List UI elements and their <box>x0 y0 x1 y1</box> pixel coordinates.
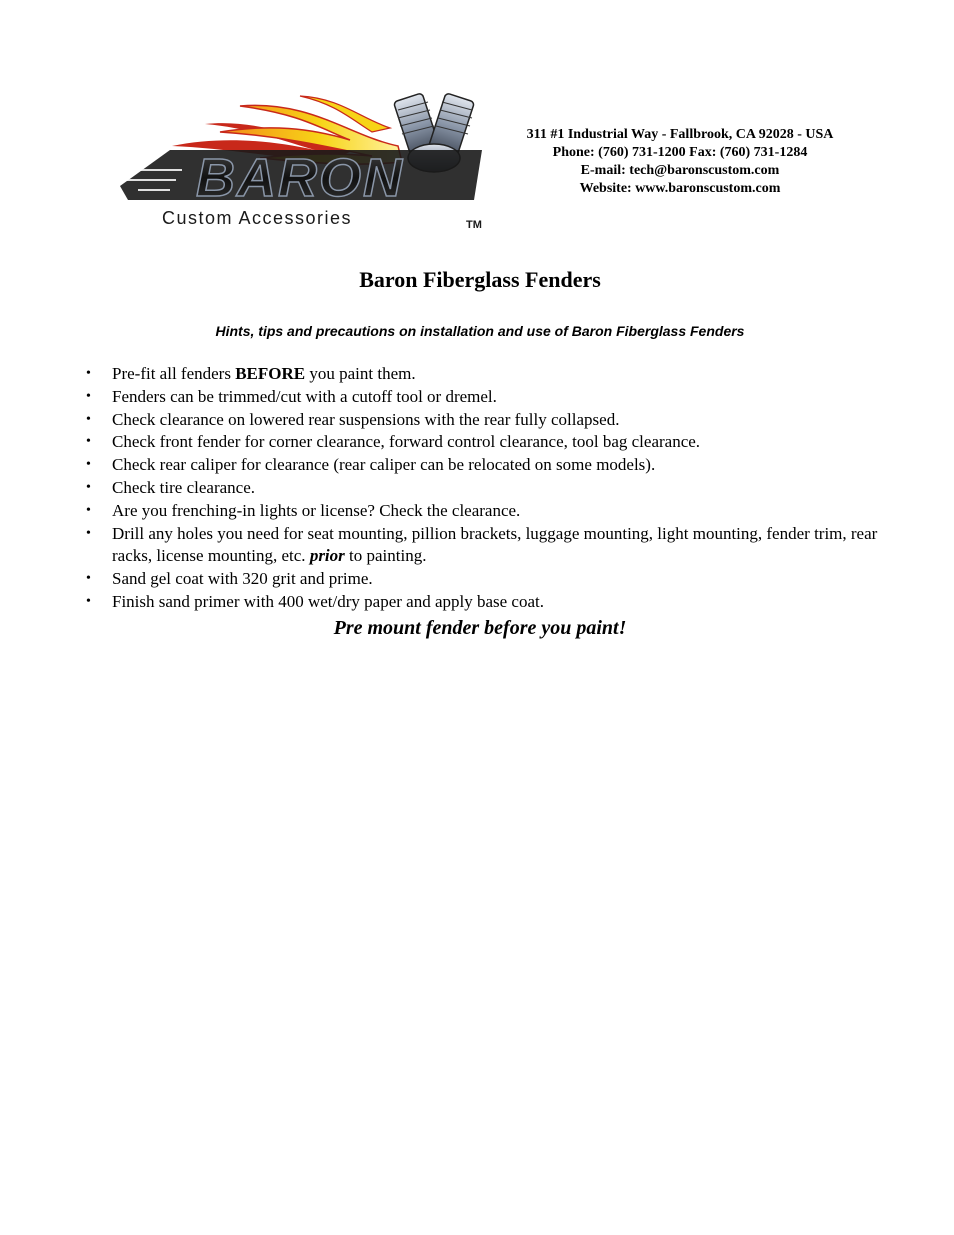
trademark-mark: TM <box>466 219 482 231</box>
bullet-icon: • <box>86 388 91 404</box>
tip-text: Fenders can be trimmed/cut with a cutoff tool or dremel. <box>112 386 497 406</box>
document-subtitle: Hints, tips and precautions on installation and use of Baron Fiberglass Fenders <box>215 323 745 339</box>
tip-item <box>80 454 890 477</box>
tip-item <box>80 409 890 432</box>
tip-text: Pre-fit all fenders <box>112 364 236 383</box>
tip-text: Check front fender for corner clearance, forward control clearance, tool bag clearance. <box>112 432 701 452</box>
bullet-icon: • <box>86 411 91 427</box>
tip-item <box>80 431 890 454</box>
logo-word: BARON <box>196 148 404 208</box>
baron-logo <box>110 88 490 234</box>
contact-phone-fax: Phone: (760) 731-1200 Fax: (760) 731-1284 <box>552 145 808 160</box>
tip-item <box>80 477 890 500</box>
tip-item <box>80 386 890 409</box>
tip-text: Check tire clearance. <box>112 477 255 497</box>
contact-address: 311 #1 Industrial Way - Fallbrook, CA 92028 - USA <box>526 127 834 142</box>
bullet-icon: • <box>86 366 91 381</box>
tip-item <box>80 500 890 523</box>
baron-logo-graphic <box>110 88 490 234</box>
bullet-icon: • <box>86 434 91 450</box>
contact-block <box>500 126 860 198</box>
bullet-icon: • <box>86 457 91 473</box>
bullet-icon: • <box>86 593 91 609</box>
tip-item <box>80 363 890 386</box>
tip-text: Check rear caliper for clearance (rear caliper can be relocated on some models). <box>112 455 656 475</box>
baron-wordmark <box>120 148 482 208</box>
closing-statement: Pre mount fender before you paint! <box>333 617 627 639</box>
tip-text-continued: you paint them. <box>305 364 416 383</box>
bullet-icon: • <box>86 525 91 541</box>
bullet-icon: • <box>86 571 91 587</box>
contact-website: Website: www.baronscustom.com <box>579 181 781 196</box>
tip-text-continued: to painting. <box>344 546 427 566</box>
contact-email: E-mail: tech@baronscustom.com <box>580 163 780 178</box>
tip-item <box>80 568 890 591</box>
tip-text: Are you frenching-in lights or license? Check the clearance. <box>112 500 521 520</box>
bullet-icon: • <box>86 479 91 495</box>
tip-text: Drill any holes you need for seat mounting, pillion brackets, luggage mounting, light mounting, fender trim, rear racks, license mounting, etc. <box>112 523 878 566</box>
tip-text: Sand gel coat with 320 grit and prime. <box>112 569 373 589</box>
tip-item <box>80 523 890 569</box>
logo-tagline: Custom Accessories <box>162 208 353 228</box>
tip-text: Finish sand primer with 400 wet/dry paper and apply base coat. <box>112 591 544 611</box>
tip-emphasis-strong: BEFORE <box>235 364 306 383</box>
tip-item <box>80 591 890 614</box>
tips-list <box>80 363 890 614</box>
tip-emphasis-italic: prior <box>309 546 345 566</box>
tip-text: Check clearance on lowered rear suspensions with the rear fully collapsed. <box>112 409 620 429</box>
document-title: Baron Fiberglass Fenders <box>359 267 601 292</box>
bullet-icon: • <box>86 502 91 518</box>
